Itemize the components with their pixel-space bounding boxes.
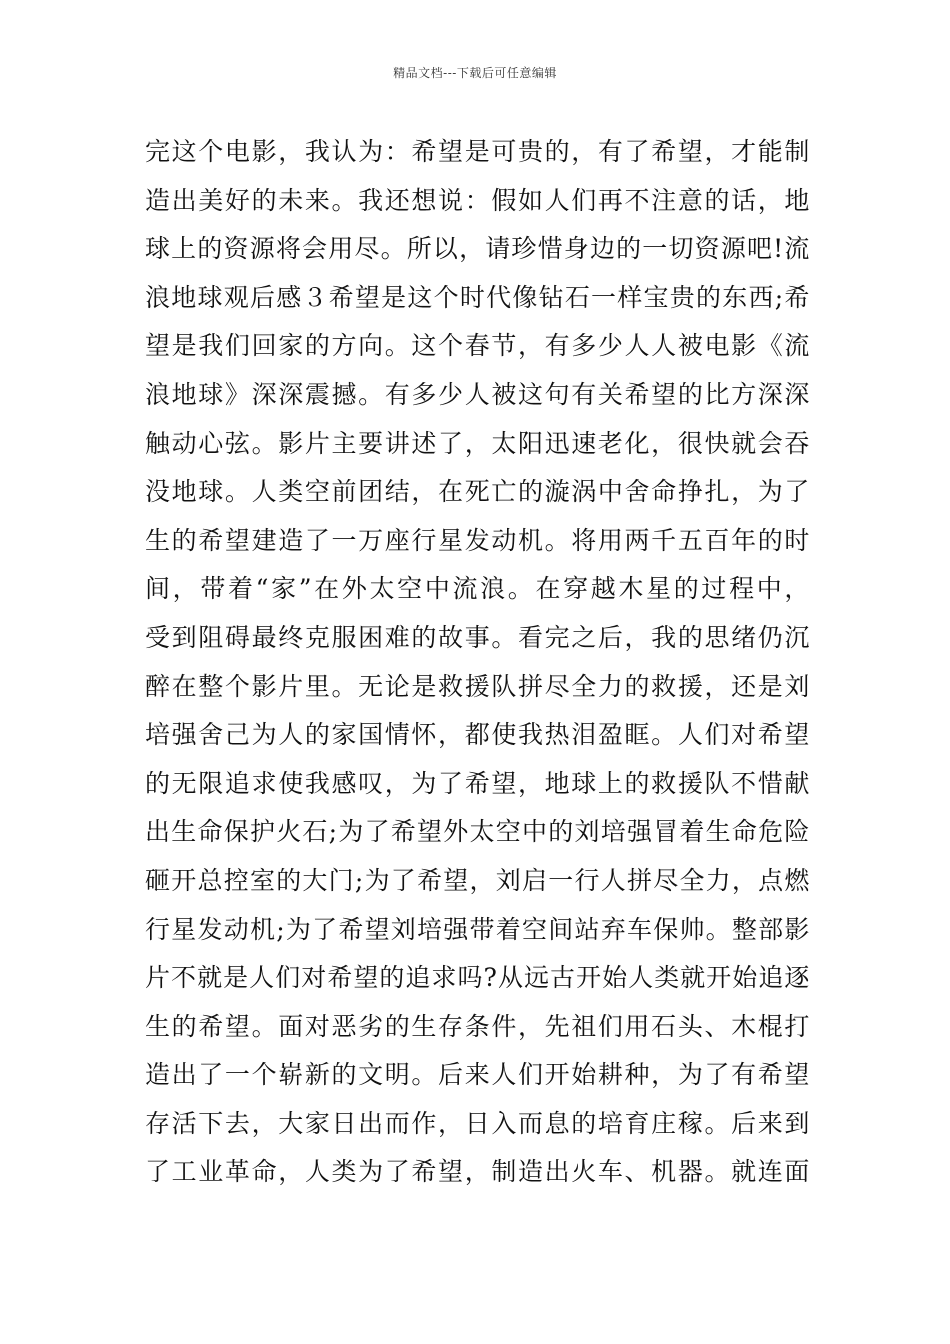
page-header: 精品文档---下载后可任意编辑 bbox=[393, 66, 557, 80]
text-line: 培强舍己为人的家国情怀，都使我热泪盈眶。人们对希望 bbox=[145, 720, 810, 750]
text-line: 望是我们回家的方向。这个春节，有多少人人被电影《流 bbox=[145, 331, 810, 361]
text-line: 球上的资源将会用尽。所以，请珍惜身边的一切资源吧!流 bbox=[145, 234, 810, 264]
text-line: 触动心弦。影片主要讲述了，太阳迅速老化，很快就会吞 bbox=[145, 428, 810, 458]
text-line: 受到阻碍最终克服困难的故事。看完之后，我的思绪仍沉 bbox=[145, 622, 810, 652]
text-line: 造出了一个崭新的文明。后来人们开始耕种，为了有希望 bbox=[145, 1060, 810, 1090]
text-line: 出生命保护火石;为了希望外太空中的刘培强冒着生命危险 bbox=[145, 817, 810, 847]
text-line: 浪地球观后感３希望是这个时代像钻石一样宝贵的东西;希 bbox=[145, 282, 810, 312]
text-line: 砸开总控室的大门;为了希望，刘启一行人拼尽全力，点燃 bbox=[145, 865, 810, 895]
text-line: 片不就是人们对希望的追求吗?从远古开始人类就开始追逐 bbox=[145, 963, 810, 993]
body-text bbox=[145, 128, 810, 1197]
text-line: 的无限追求使我感叹，为了希望，地球上的救援队不惜献 bbox=[145, 768, 810, 798]
text-line: 生的希望建造了一万座行星发动机。将用两千五百年的时 bbox=[145, 525, 810, 555]
text-line: 行星发动机;为了希望刘培强带着空间站弃车保帅。整部影 bbox=[145, 914, 810, 944]
text-line: 没地球。人类空前团结，在死亡的漩涡中舍命挣扎，为了 bbox=[145, 477, 810, 507]
text-line: 浪地球》深深震撼。有多少人被这句有关希望的比方深深 bbox=[145, 379, 810, 409]
text-line: 间，带着“家”在外太空中流浪。在穿越木星的过程中， bbox=[145, 574, 810, 604]
text-line: 造出美好的未来。我还想说：假如人们再不注意的话，地 bbox=[145, 185, 810, 215]
text-line: 完这个电影，我认为：希望是可贵的，有了希望，才能制 bbox=[145, 137, 810, 166]
text-line: 存活下去，大家日出而作，日入而息的培育庄稼。后来到 bbox=[145, 1108, 810, 1138]
text-line: 了工业革命，人类为了希望，制造出火车、机器。就连面 bbox=[145, 1157, 810, 1187]
text-line: 醉在整个影片里。无论是救援队拼尽全力的救援，还是刘 bbox=[145, 671, 810, 701]
text-line: 生的希望。面对恶劣的生存条件，先祖们用石头、木棍打 bbox=[145, 1011, 810, 1041]
